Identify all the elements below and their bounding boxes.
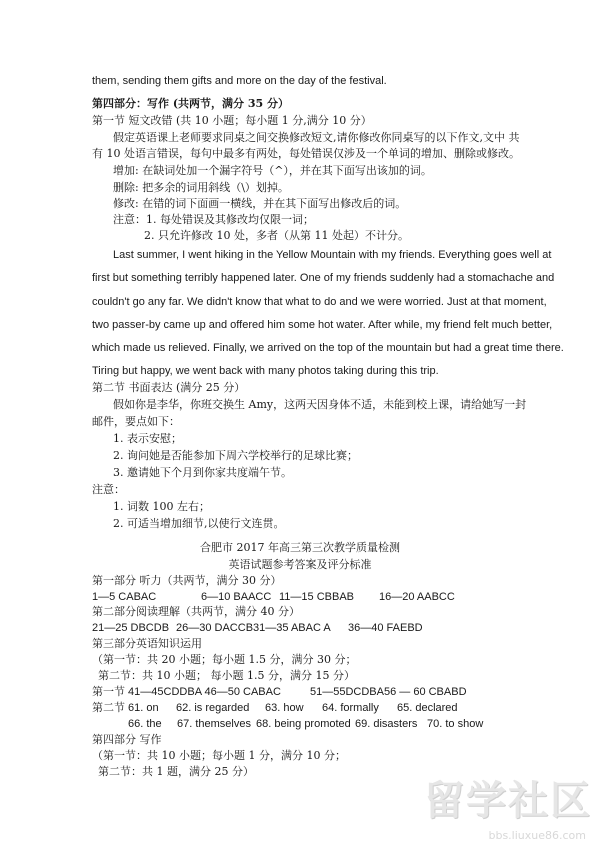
answer-item: 67. themselves bbox=[177, 718, 251, 730]
answer-part3-scoring-2: 第二节：共 10 小题； 每小题 1.5 分，满分 15 分） bbox=[98, 669, 355, 682]
section2-prompt-2: 邮件，要点如下： bbox=[92, 415, 180, 428]
answer-group: 21—25 DBCDB bbox=[92, 622, 170, 634]
essay-line: couldn't go any far. We didn't know that what to do and we were worried. Just at that moment, bbox=[92, 296, 547, 308]
essay-line: Last summer, I went hiking in the Yellow Mountain with my friends. Everything goes well at bbox=[113, 249, 552, 261]
answer-group: 26—30 DACCB31—35 ABAC A bbox=[176, 622, 331, 634]
answer-group: 36—40 FAEBD bbox=[348, 622, 423, 634]
answer-group: 1—5 CABAC bbox=[92, 591, 157, 603]
section2-point: 1. 表示安慰； bbox=[113, 432, 182, 445]
answer-item: 63. how bbox=[265, 702, 304, 714]
watermark-url: bbs.liuxue86.com bbox=[488, 829, 586, 842]
answer-item: 66. the bbox=[128, 718, 162, 730]
answer-key-subtitle: 英语试题参考答案及评分标准 bbox=[228, 558, 372, 571]
answer-part1-title: 第一部分 听力（共两节，满分 30 分） bbox=[92, 574, 282, 587]
answer-item: 62. is regarded bbox=[176, 702, 250, 714]
section2-note: 1. 词数 100 左右； bbox=[113, 500, 210, 513]
section1-delete-rule: 删除: 把多余的词用斜线（\）划掉。 bbox=[113, 181, 289, 194]
section1-modify-rule: 修改: 在错的词下面画一横线，并在其下面写出修改后的词。 bbox=[113, 197, 407, 210]
section2-title: 第二节 书面表达 (满分 25 分） bbox=[92, 381, 246, 394]
answer-part4-title: 第四部分 写作 bbox=[92, 733, 162, 746]
answer-item: 第二节 61. on bbox=[92, 702, 159, 714]
section2-point: 3. 邀请她下个月到你家共度端午节。 bbox=[113, 466, 292, 479]
answer-key-title: 合肥市 2017 年高三第三次教学质量检测 bbox=[200, 541, 400, 554]
answer-item: 69. disasters bbox=[355, 718, 418, 730]
answer-group: 16—20 AABCC bbox=[379, 591, 455, 603]
answer-item: 68. being promoted bbox=[256, 718, 351, 730]
answer-part4-scoring-1: （第一节：共 10 小题；每小题 1 分，满分 10 分； bbox=[92, 749, 346, 762]
answer-group: 6—10 BAACC bbox=[201, 591, 272, 603]
essay-line: which made us relieved. Finally, we arrived on the top of the mountain but had a great time there. bbox=[92, 342, 564, 354]
section1-note-2: 2. 只允许修改 10 处，多者（从第 11 处起）不计分。 bbox=[144, 229, 409, 242]
answer-part3-title: 第三部分英语知识运用 bbox=[92, 637, 202, 650]
part4-title: 第四部分：写作 (共两节，满分 35 分） bbox=[92, 97, 289, 110]
section2-note-label: 注意： bbox=[92, 483, 125, 496]
top-line: them, sending them gifts and more on the day of the festival. bbox=[92, 75, 387, 87]
section1-title: 第一节 短文改错 (共 10 小题；每小题 1 分,满分 10 分） bbox=[92, 114, 372, 127]
answer-group: 51—55DCDBA56 — 60 CBABD bbox=[310, 686, 467, 698]
section1-note-1: 注意：1. 每处错误及其修改均仅限一词； bbox=[113, 213, 314, 226]
answer-group: 11—15 CBBAB bbox=[279, 591, 355, 603]
section1-add-rule: 增加: 在缺词处加一个漏字符号（^），并在其下面写出该加的词。 bbox=[113, 164, 432, 177]
answer-item: 64. formally bbox=[322, 702, 379, 714]
answer-group: 第一节 41—45CDDBA 46—50 CABAC bbox=[92, 686, 281, 698]
answer-part4-scoring-2: 第二节：共 1 题，满分 25 分） bbox=[98, 765, 254, 778]
essay-line: first but something terribly happened later. One of my friends suddenly had a stomachache and bbox=[92, 272, 555, 284]
answer-part2-title: 第二部分阅读理解（共两节，满分 40 分） bbox=[92, 605, 300, 618]
essay-line: two passer-by came up and offered him some hot water. After while, my friend felt much better, bbox=[92, 319, 553, 331]
answer-part3-scoring-1: （第一节：共 20 小题；每小题 1.5 分，满分 30 分； bbox=[92, 653, 357, 666]
answer-item: 70. to show bbox=[427, 718, 484, 730]
answer-item: 65. declared bbox=[397, 702, 458, 714]
section1-instruction-2: 有 10 处语言错误，每句中最多有两处，每处错误仅涉及一个单词的增加、删除或修改。 bbox=[92, 147, 520, 160]
essay-line: Tiring but happy, we went back with many photos taking during this trip. bbox=[92, 365, 439, 377]
section2-prompt-1: 假如你是李华，你班交换生 Amy，这两天因身体不适，未能到校上课，请给她写一封 bbox=[113, 398, 527, 411]
section1-instruction-1: 假定英语课上老师要求同桌之间交换修改短文,请你修改你同桌写的以下作文,文中 共 bbox=[113, 131, 520, 144]
section2-note: 2. 可适当增加细节,以使行文连贯。 bbox=[113, 517, 285, 530]
watermark-logo: 留学社区 bbox=[424, 778, 592, 824]
section2-point: 2. 询问她是否能参加下周六学校举行的足球比赛； bbox=[113, 449, 358, 462]
